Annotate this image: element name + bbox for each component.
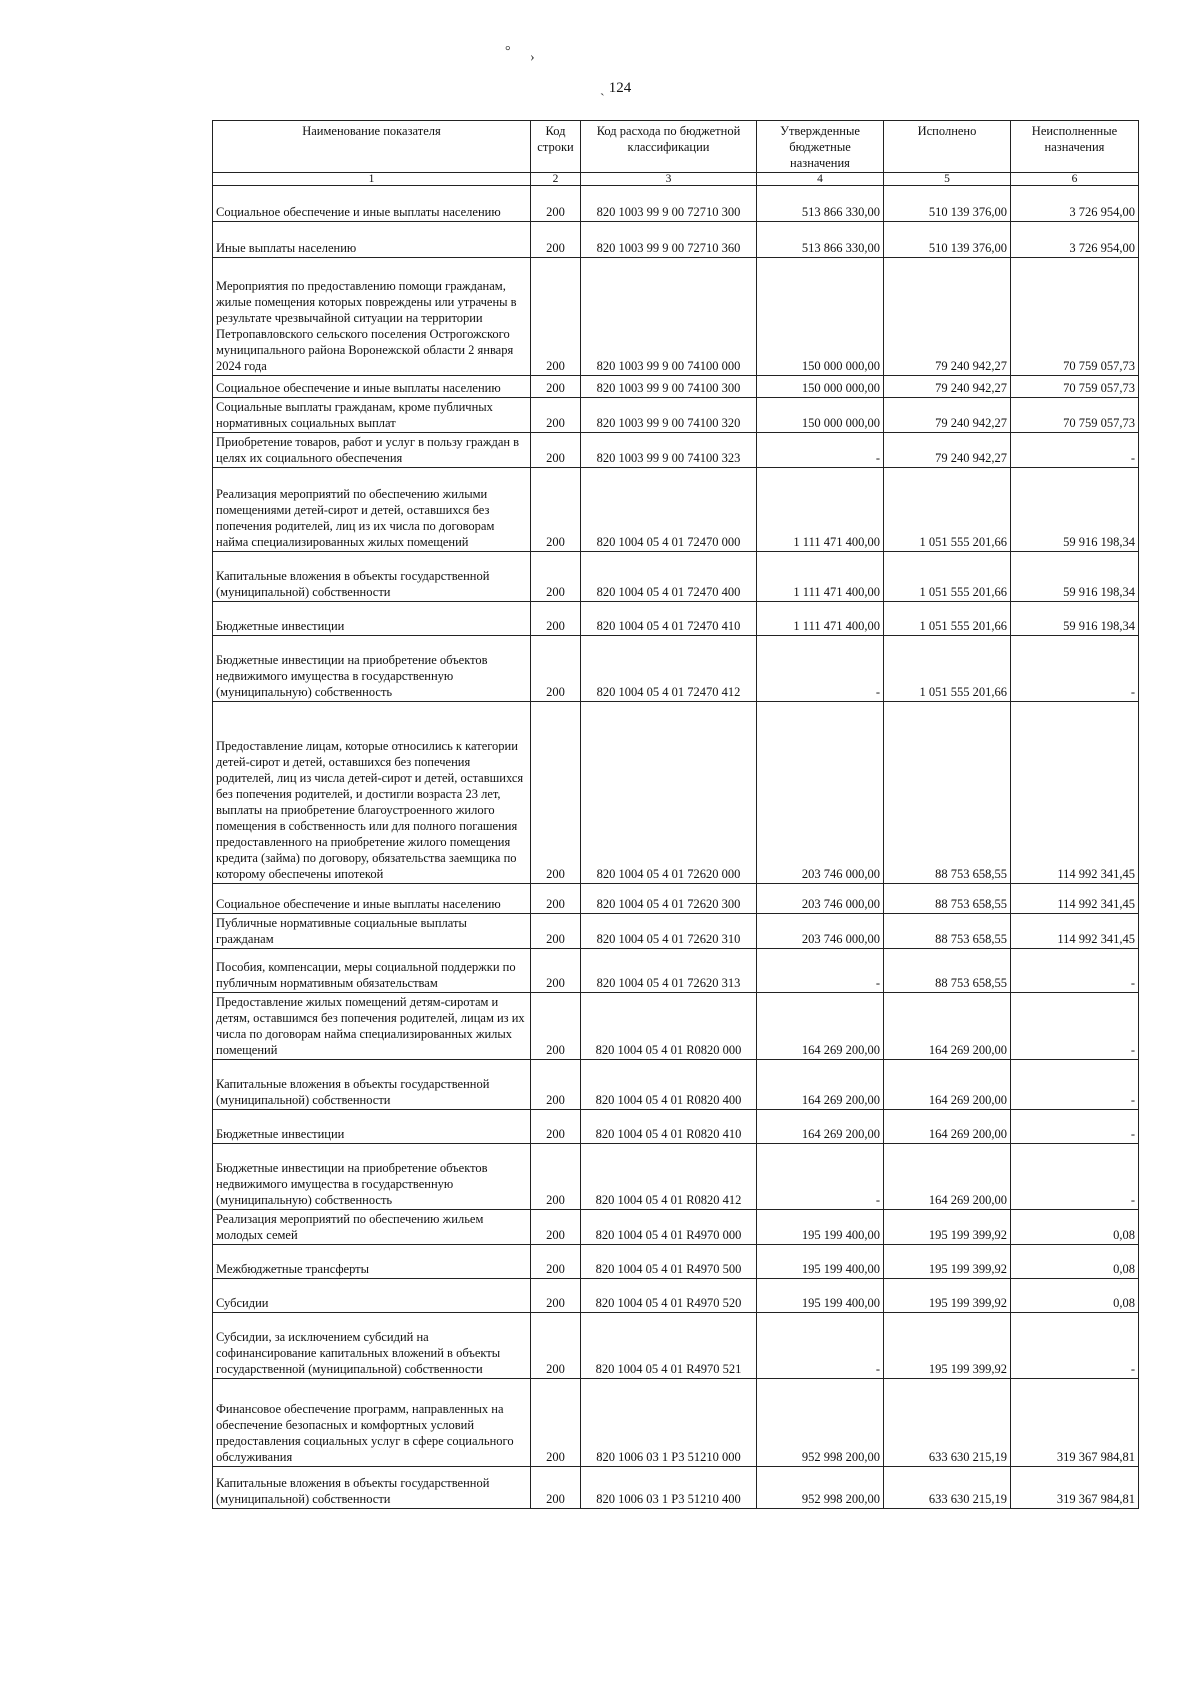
table-row xyxy=(213,1110,1139,1144)
row-classification-code: 820 1003 99 9 00 74100 000 xyxy=(581,258,757,376)
row-unexecuted-amount: 114 992 341,45 xyxy=(1011,884,1139,914)
row-classification-code: 820 1004 05 4 01 72620 000 xyxy=(581,702,757,884)
table-header-row xyxy=(213,121,1139,173)
row-approved-amount: - xyxy=(757,433,884,468)
row-line-code: 200 xyxy=(531,702,581,884)
row-name: Социальные выплаты гражданам, кроме публичных нормативных социальных выплат xyxy=(213,398,531,433)
table-row xyxy=(213,222,1139,258)
row-approved-amount: 952 998 200,00 xyxy=(757,1379,884,1467)
row-executed-amount: 195 199 399,92 xyxy=(884,1313,1011,1379)
row-approved-amount: 150 000 000,00 xyxy=(757,376,884,398)
row-approved-amount: 164 269 200,00 xyxy=(757,1110,884,1144)
row-name: Приобретение товаров, работ и услуг в пользу граждан в целях их социального обеспечения xyxy=(213,433,531,468)
column-number: 3 xyxy=(581,173,757,186)
row-unexecuted-amount: 0,08 xyxy=(1011,1210,1139,1245)
row-line-code: 200 xyxy=(531,949,581,993)
row-name: Пособия, компенсации, меры социальной поддержки по публичным нормативным обязательствам xyxy=(213,949,531,993)
row-name: Публичные нормативные социальные выплаты гражданам xyxy=(213,914,531,949)
row-executed-amount: 1 051 555 201,66 xyxy=(884,552,1011,602)
column-number: 1 xyxy=(213,173,531,186)
row-classification-code: 820 1003 99 9 00 72710 360 xyxy=(581,222,757,258)
row-line-code: 200 xyxy=(531,433,581,468)
row-approved-amount: 1 111 471 400,00 xyxy=(757,552,884,602)
row-executed-amount: 164 269 200,00 xyxy=(884,1144,1011,1210)
column-number: 2 xyxy=(531,173,581,186)
page-number: 124 xyxy=(608,80,632,96)
row-approved-amount: 150 000 000,00 xyxy=(757,398,884,433)
row-approved-amount: 203 746 000,00 xyxy=(757,702,884,884)
table-row xyxy=(213,376,1139,398)
row-executed-amount: 164 269 200,00 xyxy=(884,993,1011,1060)
table-row xyxy=(213,258,1139,376)
row-name: Социальное обеспечение и иные выплаты населению xyxy=(213,186,531,222)
table-row xyxy=(213,1144,1139,1210)
row-name: Капитальные вложения в объекты государственной (муниципальной) собственности xyxy=(213,552,531,602)
row-line-code: 200 xyxy=(531,222,581,258)
row-unexecuted-amount: 59 916 198,34 xyxy=(1011,468,1139,552)
row-executed-amount: 79 240 942,27 xyxy=(884,258,1011,376)
row-approved-amount: - xyxy=(757,1313,884,1379)
row-executed-amount: 1 051 555 201,66 xyxy=(884,602,1011,636)
row-name: Бюджетные инвестиции xyxy=(213,1110,531,1144)
table-row xyxy=(213,993,1139,1060)
row-executed-amount: 79 240 942,27 xyxy=(884,376,1011,398)
row-classification-code: 820 1004 05 4 01 72620 313 xyxy=(581,949,757,993)
row-executed-amount: 88 753 658,55 xyxy=(884,914,1011,949)
row-approved-amount: - xyxy=(757,1144,884,1210)
row-line-code: 200 xyxy=(531,398,581,433)
row-line-code: 200 xyxy=(531,468,581,552)
row-line-code: 200 xyxy=(531,636,581,702)
row-unexecuted-amount: - xyxy=(1011,1060,1139,1110)
row-approved-amount: 203 746 000,00 xyxy=(757,914,884,949)
row-executed-amount: 88 753 658,55 xyxy=(884,884,1011,914)
row-approved-amount: 1 111 471 400,00 xyxy=(757,468,884,552)
row-name: Межбюджетные трансферты xyxy=(213,1245,531,1279)
row-classification-code: 820 1004 05 4 01 72620 300 xyxy=(581,884,757,914)
row-approved-amount: - xyxy=(757,949,884,993)
row-executed-amount: 164 269 200,00 xyxy=(884,1110,1011,1144)
row-name: Субсидии, за исключением субсидий на софинансирование капитальных вложений в объекты государственной (муниципальной) собственности xyxy=(213,1313,531,1379)
row-name: Иные выплаты населению xyxy=(213,222,531,258)
row-approved-amount: 164 269 200,00 xyxy=(757,993,884,1060)
row-name: Реализация мероприятий по обеспечению жилыми помещениями детей-сирот и детей, оставшихся без попечения родителей, лиц из их числа по договорам найма специализированных жилых помещений xyxy=(213,468,531,552)
row-executed-amount: 1 051 555 201,66 xyxy=(884,636,1011,702)
row-executed-amount: 79 240 942,27 xyxy=(884,433,1011,468)
row-unexecuted-amount: 59 916 198,34 xyxy=(1011,552,1139,602)
row-classification-code: 820 1003 99 9 00 74100 323 xyxy=(581,433,757,468)
row-classification-code: 820 1004 05 4 01 72470 400 xyxy=(581,552,757,602)
table-row xyxy=(213,1210,1139,1245)
row-line-code: 200 xyxy=(531,1110,581,1144)
table-row xyxy=(213,884,1139,914)
row-executed-amount: 1 051 555 201,66 xyxy=(884,468,1011,552)
table-row xyxy=(213,702,1139,884)
table-row xyxy=(213,468,1139,552)
table-row xyxy=(213,1467,1139,1509)
row-approved-amount: 952 998 200,00 xyxy=(757,1467,884,1509)
row-approved-amount: - xyxy=(757,636,884,702)
row-unexecuted-amount: - xyxy=(1011,1144,1139,1210)
row-line-code: 200 xyxy=(531,1313,581,1379)
row-classification-code: 820 1004 05 4 01 72470 000 xyxy=(581,468,757,552)
row-classification-code: 820 1003 99 9 00 74100 320 xyxy=(581,398,757,433)
row-line-code: 200 xyxy=(531,884,581,914)
row-unexecuted-amount: - xyxy=(1011,1110,1139,1144)
row-approved-amount: 150 000 000,00 xyxy=(757,258,884,376)
row-unexecuted-amount: - xyxy=(1011,993,1139,1060)
row-name: Социальное обеспечение и иные выплаты населению xyxy=(213,884,531,914)
row-executed-amount: 164 269 200,00 xyxy=(884,1060,1011,1110)
row-unexecuted-amount: - xyxy=(1011,636,1139,702)
row-line-code: 200 xyxy=(531,186,581,222)
header-approved: Утвержденные бюджетные назначения xyxy=(757,121,884,173)
table-row xyxy=(213,914,1139,949)
header-classification-code: Код расхода по бюджетной классификации xyxy=(581,121,757,173)
budget-execution-table xyxy=(212,120,1139,1509)
row-classification-code: 820 1004 05 4 01 72620 310 xyxy=(581,914,757,949)
row-unexecuted-amount: 59 916 198,34 xyxy=(1011,602,1139,636)
row-name: Бюджетные инвестиции xyxy=(213,602,531,636)
row-unexecuted-amount: 70 759 057,73 xyxy=(1011,258,1139,376)
row-name: Капитальные вложения в объекты государственной (муниципальной) собственности xyxy=(213,1467,531,1509)
row-approved-amount: 1 111 471 400,00 xyxy=(757,602,884,636)
row-classification-code: 820 1004 05 4 01 R0820 400 xyxy=(581,1060,757,1110)
table-row xyxy=(213,1313,1139,1379)
table-row xyxy=(213,433,1139,468)
row-unexecuted-amount: 70 759 057,73 xyxy=(1011,376,1139,398)
row-line-code: 200 xyxy=(531,993,581,1060)
row-executed-amount: 633 630 215,19 xyxy=(884,1379,1011,1467)
row-approved-amount: 164 269 200,00 xyxy=(757,1060,884,1110)
row-classification-code: 820 1004 05 4 01 R4970 000 xyxy=(581,1210,757,1245)
row-approved-amount: 513 866 330,00 xyxy=(757,222,884,258)
row-name: Предоставление лицам, которые относились к категории детей-сирот и детей, оставшихся без попечения родителей, лиц из числа детей-сирот и детей, оставшихся без попечения родителей, и достигли возраста 23 лет, выплаты на приобретение благоустроенного жилого помещения в собственность или для полного погашения предоставленного на приобретение жилого помещения кредита (займа) по договору, обязательства заемщика по которому обеспечены ипотекой xyxy=(213,702,531,884)
row-approved-amount: 195 199 400,00 xyxy=(757,1279,884,1313)
row-line-code: 200 xyxy=(531,552,581,602)
row-unexecuted-amount: 319 367 984,81 xyxy=(1011,1467,1139,1509)
row-classification-code: 820 1004 05 4 01 72470 412 xyxy=(581,636,757,702)
row-unexecuted-amount: 114 992 341,45 xyxy=(1011,914,1139,949)
row-unexecuted-amount: 114 992 341,45 xyxy=(1011,702,1139,884)
row-classification-code: 820 1004 05 4 01 R0820 412 xyxy=(581,1144,757,1210)
row-name: Финансовое обеспечение программ, направленных на обеспечение безопасных и комфортных условий предоставления социальных услуг в сфере социального обслуживания xyxy=(213,1379,531,1467)
row-unexecuted-amount: - xyxy=(1011,949,1139,993)
table-row xyxy=(213,1379,1139,1467)
row-unexecuted-amount: 70 759 057,73 xyxy=(1011,398,1139,433)
header-executed: Исполнено xyxy=(884,121,1011,173)
header-indicator-name: Наименование показателя xyxy=(213,121,531,173)
row-unexecuted-amount: 0,08 xyxy=(1011,1279,1139,1313)
column-number: 4 xyxy=(757,173,884,186)
row-approved-amount: 203 746 000,00 xyxy=(757,884,884,914)
table-row xyxy=(213,636,1139,702)
scan-speck: ` xyxy=(600,92,605,107)
row-classification-code: 820 1003 99 9 00 74100 300 xyxy=(581,376,757,398)
row-executed-amount: 88 753 658,55 xyxy=(884,702,1011,884)
row-line-code: 200 xyxy=(531,602,581,636)
table-row xyxy=(213,1060,1139,1110)
table-row xyxy=(213,1245,1139,1279)
row-name: Мероприятия по предоставлению помощи гражданам, жилые помещения которых повреждены или утрачены в результате чрезвычайной ситуации на территории Петропавловского сельского поселения Острогожского муниципального района Воронежской области 2 января 2024 года xyxy=(213,258,531,376)
table-row xyxy=(213,398,1139,433)
row-line-code: 200 xyxy=(531,1144,581,1210)
row-executed-amount: 510 139 376,00 xyxy=(884,222,1011,258)
table-row xyxy=(213,552,1139,602)
row-classification-code: 820 1004 05 4 01 R4970 500 xyxy=(581,1245,757,1279)
row-executed-amount: 633 630 215,19 xyxy=(884,1467,1011,1509)
row-unexecuted-amount: 3 726 954,00 xyxy=(1011,186,1139,222)
scan-speck: › xyxy=(530,50,535,65)
row-classification-code: 820 1006 03 1 P3 51210 400 xyxy=(581,1467,757,1509)
scan-speck: ° xyxy=(505,44,511,59)
row-line-code: 200 xyxy=(531,376,581,398)
table-row xyxy=(213,602,1139,636)
table-row xyxy=(213,949,1139,993)
header-line-code: Код строки xyxy=(531,121,581,173)
row-approved-amount: 195 199 400,00 xyxy=(757,1245,884,1279)
row-classification-code: 820 1004 05 4 01 R4970 520 xyxy=(581,1279,757,1313)
row-classification-code: 820 1003 99 9 00 72710 300 xyxy=(581,186,757,222)
row-line-code: 200 xyxy=(531,1467,581,1509)
column-number: 6 xyxy=(1011,173,1139,186)
row-executed-amount: 510 139 376,00 xyxy=(884,186,1011,222)
row-line-code: 200 xyxy=(531,1060,581,1110)
row-unexecuted-amount: 3 726 954,00 xyxy=(1011,222,1139,258)
row-line-code: 200 xyxy=(531,1245,581,1279)
row-classification-code: 820 1004 05 4 01 R0820 000 xyxy=(581,993,757,1060)
table-body xyxy=(213,186,1139,1509)
column-number-row xyxy=(213,173,1139,186)
row-classification-code: 820 1004 05 4 01 R4970 521 xyxy=(581,1313,757,1379)
row-executed-amount: 88 753 658,55 xyxy=(884,949,1011,993)
row-executed-amount: 79 240 942,27 xyxy=(884,398,1011,433)
row-line-code: 200 xyxy=(531,1279,581,1313)
row-name: Капитальные вложения в объекты государственной (муниципальной) собственности xyxy=(213,1060,531,1110)
row-unexecuted-amount: 319 367 984,81 xyxy=(1011,1379,1139,1467)
row-line-code: 200 xyxy=(531,914,581,949)
row-name: Реализация мероприятий по обеспечению жильем молодых семей xyxy=(213,1210,531,1245)
row-name: Бюджетные инвестиции на приобретение объектов недвижимого имущества в государственную (муниципальную) собственность xyxy=(213,636,531,702)
row-executed-amount: 195 199 399,92 xyxy=(884,1279,1011,1313)
row-unexecuted-amount: - xyxy=(1011,433,1139,468)
row-name: Социальное обеспечение и иные выплаты населению xyxy=(213,376,531,398)
row-approved-amount: 195 199 400,00 xyxy=(757,1210,884,1245)
table-row xyxy=(213,186,1139,222)
row-executed-amount: 195 199 399,92 xyxy=(884,1245,1011,1279)
row-classification-code: 820 1004 05 4 01 72470 410 xyxy=(581,602,757,636)
row-name: Бюджетные инвестиции на приобретение объектов недвижимого имущества в государственную (муниципальную) собственность xyxy=(213,1144,531,1210)
row-unexecuted-amount: - xyxy=(1011,1313,1139,1379)
row-line-code: 200 xyxy=(531,1210,581,1245)
column-number: 5 xyxy=(884,173,1011,186)
row-classification-code: 820 1006 03 1 P3 51210 000 xyxy=(581,1379,757,1467)
table-row xyxy=(213,1279,1139,1313)
row-unexecuted-amount: 0,08 xyxy=(1011,1245,1139,1279)
row-name: Предоставление жилых помещений детям-сиротам и детям, оставшимся без попечения родителей, лицам из их числа по договорам найма специализированных жилых помещений xyxy=(213,993,531,1060)
row-name: Субсидии xyxy=(213,1279,531,1313)
row-line-code: 200 xyxy=(531,1379,581,1467)
row-executed-amount: 195 199 399,92 xyxy=(884,1210,1011,1245)
header-unexecuted: Неисполненные назначения xyxy=(1011,121,1139,173)
row-approved-amount: 513 866 330,00 xyxy=(757,186,884,222)
row-classification-code: 820 1004 05 4 01 R0820 410 xyxy=(581,1110,757,1144)
row-line-code: 200 xyxy=(531,258,581,376)
